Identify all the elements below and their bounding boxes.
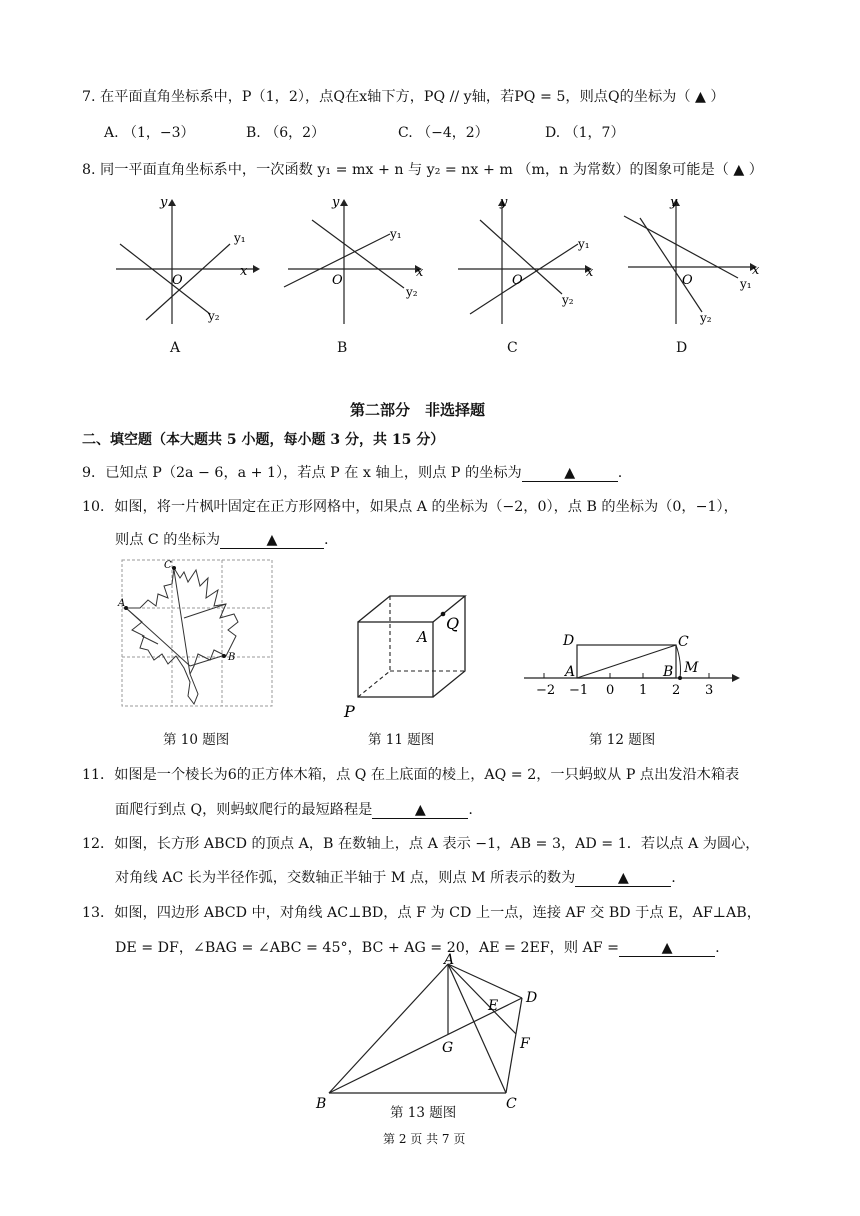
section-fill-in: 二、填空题（本大题共 5 小题，每小题 3 分，共 15 分） xyxy=(82,432,445,448)
fig12-tick-neg2: −2 xyxy=(536,683,556,698)
fig13-label-f: F xyxy=(520,1036,530,1052)
q11-line1: 11．如图是一个棱长为6的正方体木箱，点 Q 在上底面的棱上，AQ = 2，一只蚂蚁从 P 点出发沿木箱表 xyxy=(82,767,740,783)
q13-line2: DE = DF，∠BAG = ∠ABC = 45°，BC + AG = 20，AE = 2EF，则 AF = ▲ . xyxy=(115,940,720,956)
part2-title: 第二部分 非选择题 xyxy=(350,401,486,419)
q12-blank[interactable]: ▲ xyxy=(575,870,671,887)
graph-a-y-label: y xyxy=(160,195,168,210)
graph-c-line2-label: y₂ xyxy=(562,293,574,307)
graph-c-line1-label: y₁ xyxy=(578,237,590,251)
q11-blank[interactable]: ▲ xyxy=(372,802,468,819)
q7-option-c: C. （−4，2） xyxy=(398,125,489,141)
fig13-quadrilateral xyxy=(310,952,570,1112)
q8-graph-b-label: B xyxy=(337,340,348,356)
fig10-label-b: B xyxy=(228,652,236,663)
graph-c-x-label: x xyxy=(586,265,594,280)
fig11-label-p: P xyxy=(344,702,355,721)
graph-d-y-label: y xyxy=(670,195,678,210)
q12-line2: 对角线 AC 长为半径作弧，交数轴正半轴于 M 点，则点 M 所表示的数为 ▲ . xyxy=(115,870,676,886)
fig11-caption: 第 11 题图 xyxy=(368,732,435,748)
fig13-label-e: E xyxy=(488,998,499,1014)
graph-a-origin: O xyxy=(172,273,183,288)
graph-a-x-label: x xyxy=(240,264,248,279)
fig13-label-g: G xyxy=(442,1040,454,1056)
fig12-label-d: D xyxy=(563,633,575,649)
q8-graph-b xyxy=(280,192,440,332)
q7-option-b: B. （6，2） xyxy=(246,125,326,141)
q8-graph-c-label: C xyxy=(507,340,518,356)
q10-line1: 10．如图，将一片枫叶固定在正方形网格中，如果点 A 的坐标为（−2，0），点 B 的坐标为（0，−1）， xyxy=(82,499,738,515)
graph-c-y-label: y xyxy=(500,195,508,210)
fig13-label-c: C xyxy=(506,1096,517,1112)
fig10-caption: 第 10 题图 xyxy=(163,732,230,748)
fig13-label-a: A xyxy=(444,952,455,968)
fig13-label-b: B xyxy=(316,1096,327,1112)
q8-graph-a-label: A xyxy=(170,340,181,356)
q8-stem: 8. 同一平面直角坐标系中，一次函数 y₁ = mx + n 与 y₂ = nx + m （m，n 为常数）的图象可能是（ ▲ ） xyxy=(82,162,763,178)
fig12-tick-2: 2 xyxy=(672,683,681,698)
q12-line1: 12．如图，长方形 ABCD 的顶点 A，B 在数轴上，点 A 表示 −1，AB = 3，AD = 1．若以点 A 为圆心， xyxy=(82,836,760,852)
fig12-label-a: A xyxy=(565,664,576,680)
graph-b-x-label: x xyxy=(416,265,424,280)
fig11-label-q: Q xyxy=(446,614,460,633)
graph-a-line1-label: y₁ xyxy=(234,231,246,245)
q8-graph-d xyxy=(620,192,780,332)
fig10-label-a: A xyxy=(118,598,126,609)
q13-line1: 13．如图，四边形 ABCD 中，对角线 AC⊥BD，点 F 为 CD 上一点，连接 AF 交 BD 于点 E，AF⊥AB， xyxy=(82,905,761,921)
fig12-number-line xyxy=(520,626,750,706)
graph-c-origin: O xyxy=(512,273,523,288)
q9-blank[interactable]: ▲ xyxy=(522,465,618,482)
q10-blank[interactable]: ▲ xyxy=(220,532,324,549)
q10-line2: 则点 C 的坐标为 ▲ . xyxy=(115,532,329,548)
fig12-tick-0: 0 xyxy=(606,683,615,698)
q8-graph-c xyxy=(450,192,610,332)
graph-a-line2-label: y₂ xyxy=(208,309,220,323)
fig11-label-a: A xyxy=(417,628,428,646)
q7-option-d: D. （1，7） xyxy=(545,125,625,141)
fig12-label-b: B xyxy=(663,664,674,680)
fig12-tick-1: 1 xyxy=(639,683,648,698)
graph-b-y-label: y xyxy=(332,195,340,210)
page-footer: 第 2 页 共 7 页 xyxy=(383,1132,466,1146)
graph-d-x-label: x xyxy=(752,263,760,278)
graph-d-line1-label: y₁ xyxy=(740,277,752,291)
q9-text: 9．已知点 P（2a − 6，a + 1），若点 P 在 x 轴上，则点 P 的坐标为 ▲ . xyxy=(82,465,623,481)
fig13-caption: 第 13 题图 xyxy=(390,1105,457,1121)
fig12-label-c: C xyxy=(678,634,689,650)
graph-b-origin: O xyxy=(332,273,343,288)
graph-d-line2-label: y₂ xyxy=(700,311,712,325)
fig13-label-d: D xyxy=(526,990,538,1006)
q13-blank[interactable]: ▲ xyxy=(619,940,715,957)
q8-graph-d-label: D xyxy=(676,340,688,356)
q7-stem: 7. 在平面直角坐标系中，P（1，2），点Q在x轴下方，PQ // y轴，若PQ = 5，则点Q的坐标为（ ▲ ） xyxy=(82,89,725,105)
fig10-maple-leaf xyxy=(118,556,278,711)
q8-graph-a xyxy=(108,192,268,332)
q7-option-a: A. （1，−3） xyxy=(104,125,195,141)
fig10-label-c: C xyxy=(164,560,172,571)
graph-b-line1-label: y₁ xyxy=(390,227,402,241)
fig12-tick-neg1: −1 xyxy=(569,683,589,698)
q11-line2: 面爬行到点 Q，则蚂蚁爬行的最短路程是 ▲ . xyxy=(115,802,473,818)
graph-d-origin: O xyxy=(682,273,693,288)
graph-b-line2-label: y₂ xyxy=(406,285,418,299)
fig12-caption: 第 12 题图 xyxy=(589,732,656,748)
fig12-label-m: M xyxy=(684,660,699,676)
fig11-cube xyxy=(340,584,480,724)
fig12-tick-3: 3 xyxy=(705,683,714,698)
